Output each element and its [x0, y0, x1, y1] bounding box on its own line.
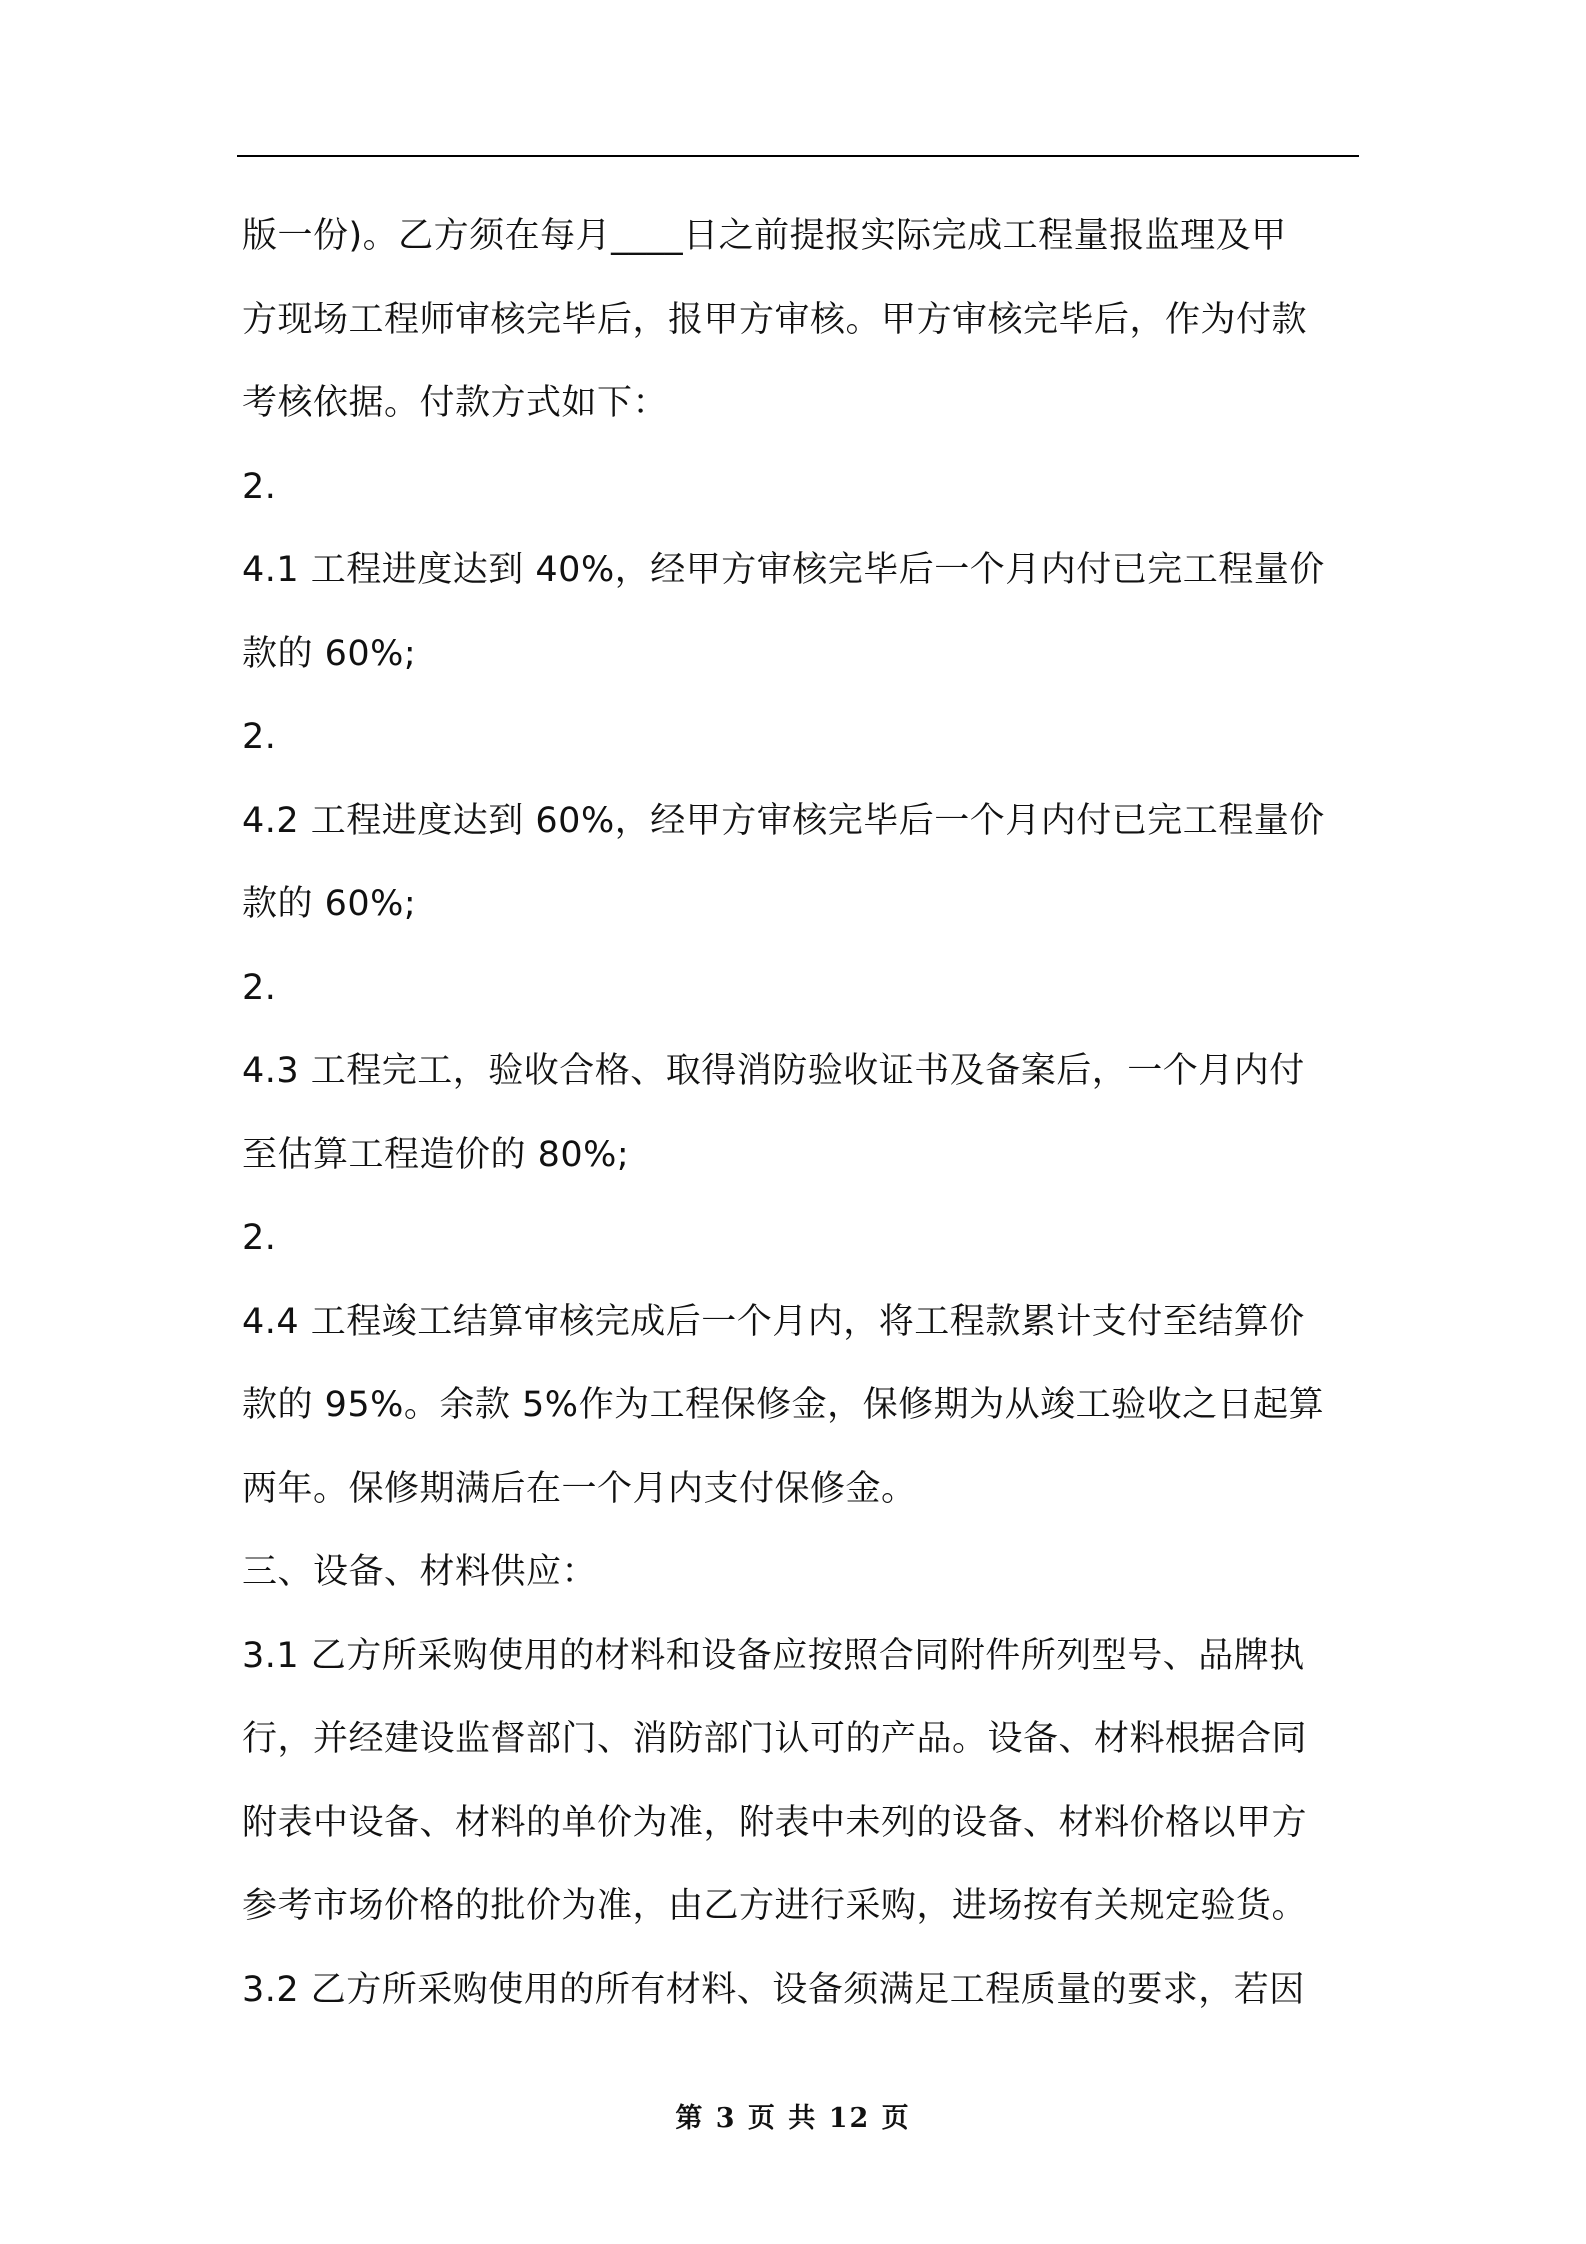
text-line: 4.2 工程进度达到 60%，经甲方审核完毕后一个月内付已完工程量价: [242, 800, 1325, 841]
text-line: 附表中设备、材料的单价为准，附表中未列的设备、材料价格以甲方: [242, 1802, 1308, 1843]
text-line: 行，并经建设监督部门、消防部门认可的产品。设备、材料根据合同: [242, 1719, 1308, 1759]
text-line: 参考市场价格的批价为准，由乙方进行采购，进场按有关规定验货。: [242, 1886, 1308, 1926]
text-line: 考核依据。付款方式如下：: [242, 383, 669, 423]
text-line: 4.1 工程进度达到 40%，经甲方审核完毕后一个月内付已完工程量价: [242, 550, 1325, 590]
text-line: 款的 60%;: [242, 884, 417, 924]
text-line: 至估算工程造价的 80%;: [242, 1134, 630, 1175]
text-line: 版一份)。乙方须在每月____日之前提报实际完成工程量报监理及甲: [242, 216, 1287, 256]
text-line: 款的 95%。余款 5%作为工程保修金，保修期为从竣工验收之日起算: [242, 1385, 1325, 1425]
text-line: 两年。保修期满后在一个月内支付保修金。: [242, 1468, 917, 1509]
text-line: 4.4 工程竣工结算审核完成后一个月内，将工程款累计支付至结算价: [242, 1301, 1305, 1342]
list-marker: 2.: [242, 466, 277, 507]
text-line: 4.3 工程完工，验收合格、取得消防验收证书及备案后，一个月内付: [242, 1051, 1305, 1091]
text-line: 款的 60%;: [242, 633, 417, 674]
list-marker: 2.: [242, 717, 277, 757]
text-line: 3.2 乙方所采购使用的所有材料、设备须满足工程质量的要求，若因: [242, 1969, 1305, 2010]
text-line: 方现场工程师审核完毕后，报甲方审核。甲方审核完毕后，作为付款: [242, 299, 1308, 340]
text-line: 3.1 乙方所采购使用的材料和设备应按照合同附件所列型号、品牌执: [242, 1635, 1305, 1676]
list-marker: 2.: [242, 1218, 277, 1258]
section-heading: 三、设备、材料供应：: [242, 1552, 598, 1592]
list-marker: 2.: [242, 967, 277, 1008]
header-rule: [237, 155, 1359, 157]
document-body: [242, 195, 1362, 2032]
page-number: 第 3 页 共 12 页: [675, 2103, 911, 2134]
